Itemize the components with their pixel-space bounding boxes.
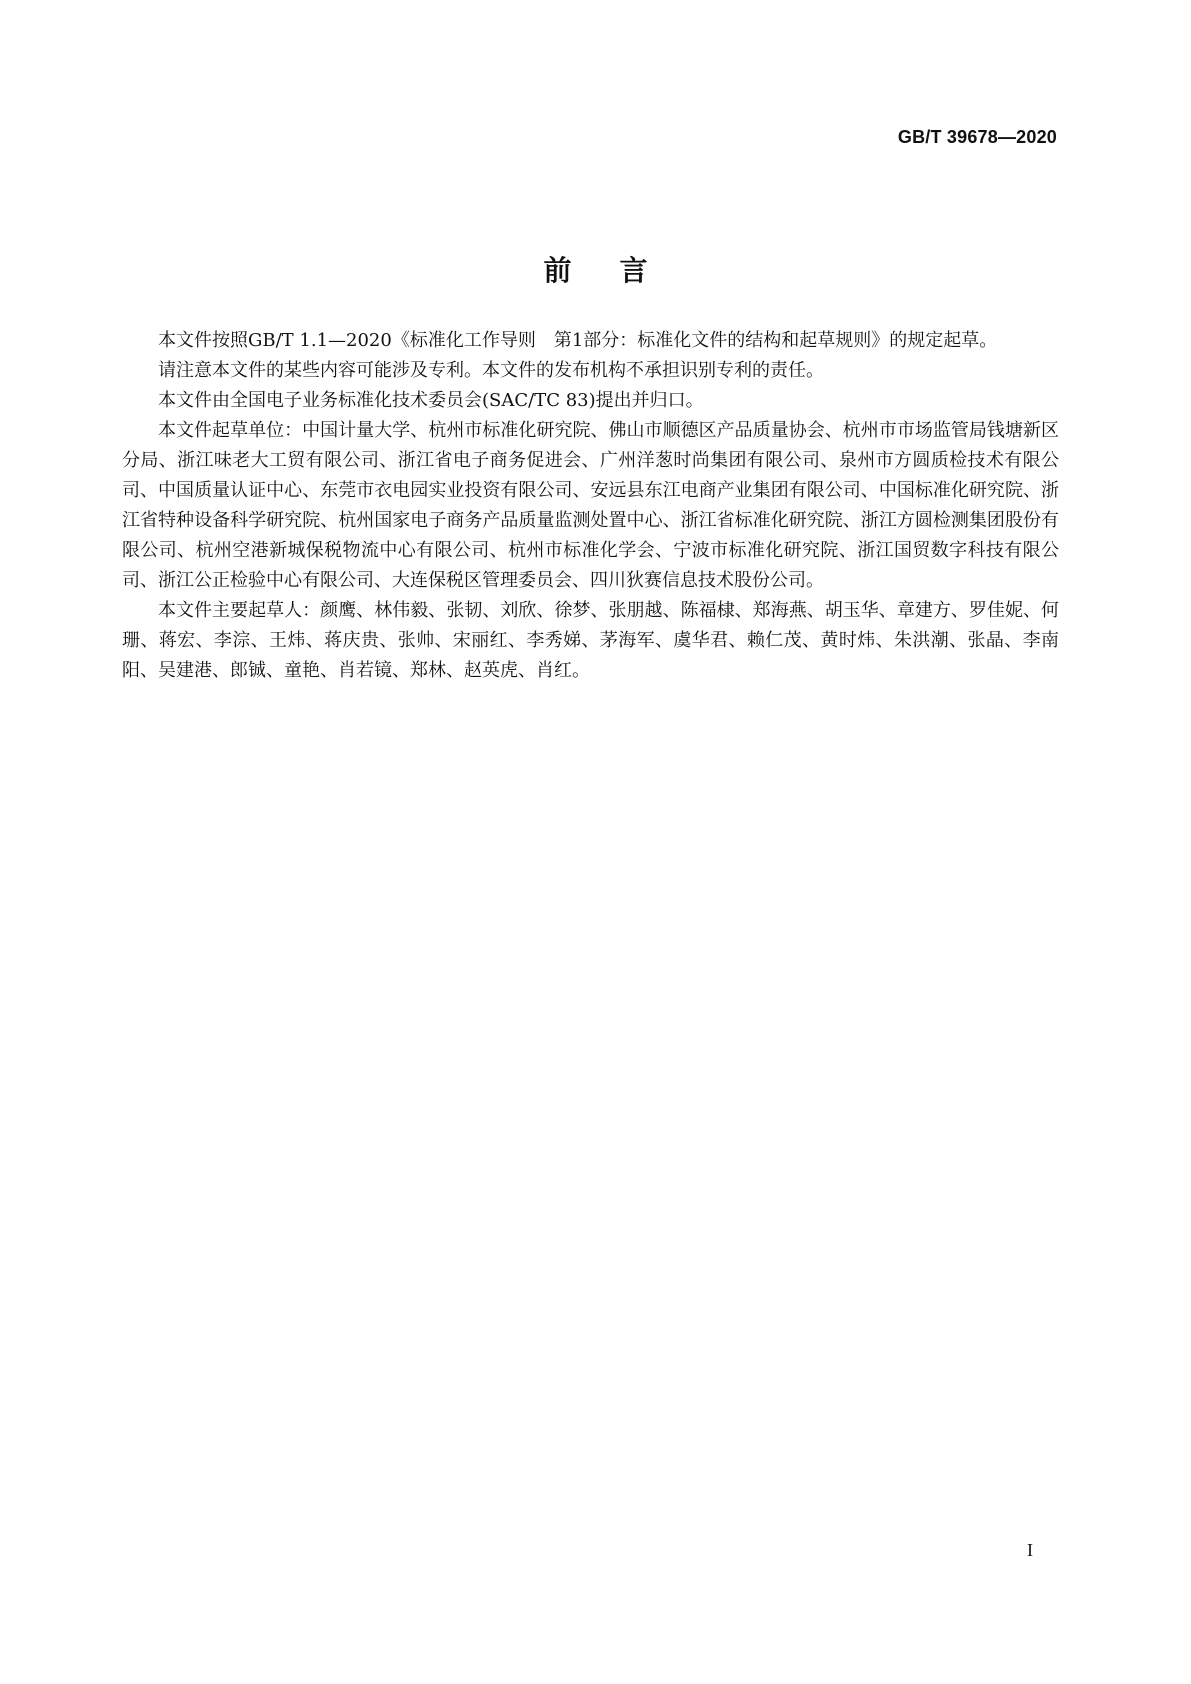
paragraph-drafters: 本文件主要起草人：颜鹰、林伟毅、张韧、刘欣、徐梦、张朋越、陈福棣、郑海燕、胡玉华、章建方、罗佳妮、何珊、蒋宏、李淙、王炜、蒋庆贵、张帅、宋丽红、李秀娣、茅海军、虞华君、赖仁茂、黄时炜、朱洪潮、张晶、李南阳、吴建港、郎铖、童艳、肖若镜、郑林、赵英虎、肖红。 [122,600,1059,681]
paragraph-patent-notice: 请注意本文件的某些内容可能涉及专利。本文件的发布机构不承担识别专利的责任。 [158,360,824,381]
foreword-content [122,326,1059,686]
page-title: 前言 [543,253,696,287]
paragraph-proposer: 本文件由全国电子业务标准化技术委员会(SAC/TC 83)提出并归口。 [158,390,704,411]
paragraph-drafting-rule: 本文件按照GB/T 1.1—2020《标准化工作导则 第1部分：标准化文件的结构和起草规则》的规定起草。 [158,330,998,351]
standard-code: GB/T 39678—2020 [897,127,1057,147]
paragraph-drafting-units: 本文件起草单位：中国计量大学、杭州市标准化研究院、佛山市顺德区产品质量协会、杭州市市场监管局钱塘新区分局、浙江味老大工贸有限公司、浙江省电子商务促进会、广州洋葱时尚集团有限公司、泉州市方圆质检技术有限公司、中国质量认证中心、东莞市衣电园实业投资有限公司、安远县东江电商产业集团有限公司、中国标准化研究院、浙江省特种设备科学研究院、杭州国家电子商务产品质量监测处置中心、浙江省标准化研究院、浙江方圆检测集团股份有限公司、杭州空港新城保税物流中心有限公司、杭州市标准化学会、宁波市标准化研究院、浙江国贸数字科技有限公司、浙江公正检验中心有限公司、大连保税区管理委员会、四川狄赛信息技术股份公司。 [122,420,1059,591]
page-number: I [1027,1540,1033,1560]
